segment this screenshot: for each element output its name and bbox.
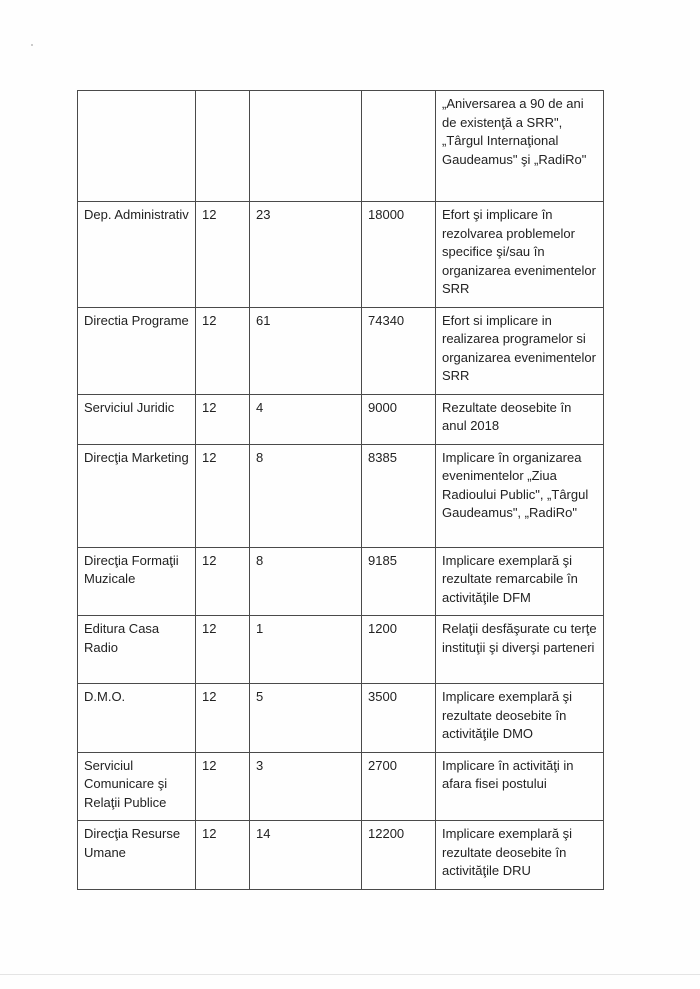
table-row: [78, 91, 604, 202]
department-cell: Serviciul Comunicare şi Relaţii Publice: [78, 752, 196, 821]
col2-cell: 12: [196, 616, 250, 684]
table-row: [78, 202, 604, 308]
department-cell: Dep. Administrativ: [78, 202, 196, 308]
col3-cell: [250, 91, 362, 202]
amount-cell: 2700: [362, 752, 436, 821]
department-cell: Serviciul Juridic: [78, 394, 196, 444]
col3-cell: 14: [250, 821, 362, 890]
reason-cell: Implicare în activităţi in afara fisei postului: [436, 752, 604, 821]
amount-cell: 8385: [362, 444, 436, 547]
col3-cell: 5: [250, 684, 362, 753]
department-cell: D.M.O.: [78, 684, 196, 753]
col3-cell: 8: [250, 444, 362, 547]
table-row: [78, 394, 604, 444]
col3-cell: 3: [250, 752, 362, 821]
reason-cell: Implicare exemplară şi rezultate deosebite în activităţile DMO: [436, 684, 604, 753]
amount-cell: 9000: [362, 394, 436, 444]
amount-cell: 18000: [362, 202, 436, 308]
col2-cell: 12: [196, 307, 250, 394]
reason-cell: Implicare exemplară şi rezultate deosebite în activităţile DRU: [436, 821, 604, 890]
col2-cell: 12: [196, 547, 250, 616]
col3-cell: 61: [250, 307, 362, 394]
reason-cell: „Aniversarea a 90 de ani de existenţă a SRR", „Târgul Internaţional Gaudeamus" şi „RadiRo": [436, 91, 604, 202]
table-row: [78, 307, 604, 394]
reason-cell: Rezultate deosebite în anul 2018: [436, 394, 604, 444]
bonus-table: [77, 90, 604, 890]
department-cell: Direcţia Marketing: [78, 444, 196, 547]
table-row: [78, 752, 604, 821]
col2-cell: 12: [196, 394, 250, 444]
col2-cell: 12: [196, 821, 250, 890]
amount-cell: 74340: [362, 307, 436, 394]
department-cell: [78, 91, 196, 202]
col2-cell: 12: [196, 444, 250, 547]
col2-cell: 12: [196, 202, 250, 308]
department-cell: Directia Programe: [78, 307, 196, 394]
table-row: [78, 444, 604, 547]
col3-cell: 8: [250, 547, 362, 616]
reason-cell: Implicare în organizarea evenimentelor „Ziua Radioului Public", „Târgul Gaudeamus", „RadiRo": [436, 444, 604, 547]
amount-cell: 9185: [362, 547, 436, 616]
reason-cell: Relaţii desfăşurate cu terţe instituţii şi diverşi parteneri: [436, 616, 604, 684]
table-row: [78, 821, 604, 890]
col3-cell: 23: [250, 202, 362, 308]
col2-cell: 12: [196, 752, 250, 821]
table-row: [78, 616, 604, 684]
department-cell: Editura Casa Radio: [78, 616, 196, 684]
reason-cell: Efort şi implicare în rezolvarea problemelor specifice şi/sau în organizarea evenimentelor SRR: [436, 202, 604, 308]
department-cell: Direcţia Resurse Umane: [78, 821, 196, 890]
reason-cell: Implicare exemplară şi rezultate remarcabile în activităţile DFM: [436, 547, 604, 616]
amount-cell: 12200: [362, 821, 436, 890]
table-row: [78, 547, 604, 616]
col2-cell: 12: [196, 684, 250, 753]
reason-cell: Efort si implicare in realizarea programelor si organizarea evenimentelor SRR: [436, 307, 604, 394]
department-cell: Direcţia Formaţii Muzicale: [78, 547, 196, 616]
amount-cell: 3500: [362, 684, 436, 753]
col3-cell: 4: [250, 394, 362, 444]
table-row: [78, 684, 604, 753]
amount-cell: [362, 91, 436, 202]
scan-speck: [31, 44, 33, 46]
col3-cell: 1: [250, 616, 362, 684]
scan-edge-line: [0, 974, 700, 975]
col2-cell: [196, 91, 250, 202]
amount-cell: 1200: [362, 616, 436, 684]
